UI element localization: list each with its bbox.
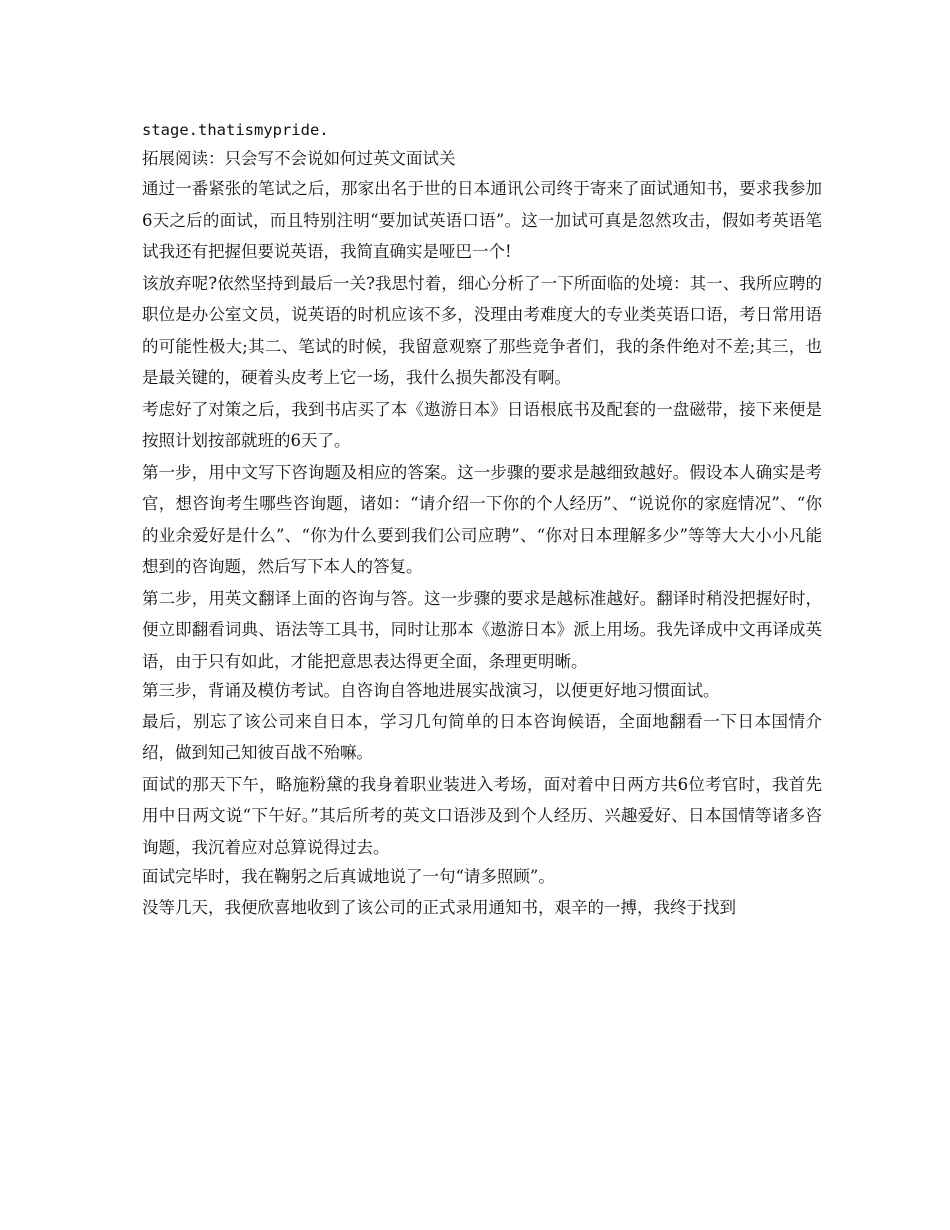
paragraph-step-three: 第三步，背诵及模仿考试。自咨询自答地进展实战演习，以便更好地习惯面试。 xyxy=(142,681,720,701)
paragraph-preparation: 考虑好了对策之后，我到书店买了本《遨游日本》日语根底书及配套的一盘磁带，接下来便是按照计划按部就班的6天了。 xyxy=(142,399,822,451)
paragraph-analysis: 该放弃呢?依然坚持到最后一关?我思忖着，细心分析了一下所面临的处境：其一、我所应聘的职位是办公室文员，说英语的时机应该不多，没理由考难度大的专业类英语口语，考日常用语的可能性极大;其二、笔试的时候，我留意观察了那些竞争者们，我的条件绝对不差;其三，也是最关键的，硬着头皮考上它一场，我什么损失都没有啊。 xyxy=(142,273,822,388)
paragraph-step-two: 第二步，用英文翻译上面的咨询与答。这一步骤的要求是越标准越好。翻译时稍没把握好时，便立即翻看词典、语法等工具书，同时让那本《遨游日本》派上用场。我先译成中文再译成英语，由于只有如此，才能把意思表达得更全面，条理更明晰。 xyxy=(142,588,822,671)
paragraph-notice: 通过一番紧张的笔试之后，那家出名于世的日本通讯公司终于寄来了面试通知书，要求我参加6天之后的面试，而且特别注明“要加试英语口语”。这一加试可真是忽然攻击，假如考英语笔试我还有把握但要说英语，我简直确实是哑巴一个! xyxy=(142,179,822,262)
paragraph-finally: 最后，别忘了该公司来自日本，学习几句简单的日本咨询候语，全面地翻看一下日本国情介绍，做到知己知彼百战不殆嘛。 xyxy=(142,711,822,763)
paragraph-interview-day: 面试的那天下午，略施粉黛的我身着职业装进入考场，面对着中日两方共6位考官时，我首先用中日两文说“下午好。”其后所考的英文口语涉及到个人经历、兴趣爱好、日本国情等诸多咨询题，我沉着应对总算说得过去。 xyxy=(142,774,822,857)
paragraph-result: 没等几天，我便欣喜地收到了该公司的正式录用通知书，艰辛的一搏，我终于找到 xyxy=(142,897,736,917)
section-heading: 拓展阅读：只会写不会说如何过英文面试关 xyxy=(142,148,456,168)
paragraph-step-one: 第一步，用中文写下咨询题及相应的答案。这一步骤的要求是越细致越好。假设本人确实是考官，想咨询考生哪些咨询题，诸如：“请介绍一下你的个人经历”、“说说你的家庭情况”、“你的业余爱好是什么”、“你为什么要到我们公司应聘”、“你对日本理解多少”等等大大小小凡能想到的咨询题，然后写下本人的答复。 xyxy=(142,462,822,577)
paragraph-fragment: stage.thatismypride. xyxy=(142,121,329,139)
paragraph-interview-end: 面试完毕时，我在鞠躬之后真诚地说了一句“请多照顾”。 xyxy=(142,867,555,887)
document-body xyxy=(142,116,822,923)
